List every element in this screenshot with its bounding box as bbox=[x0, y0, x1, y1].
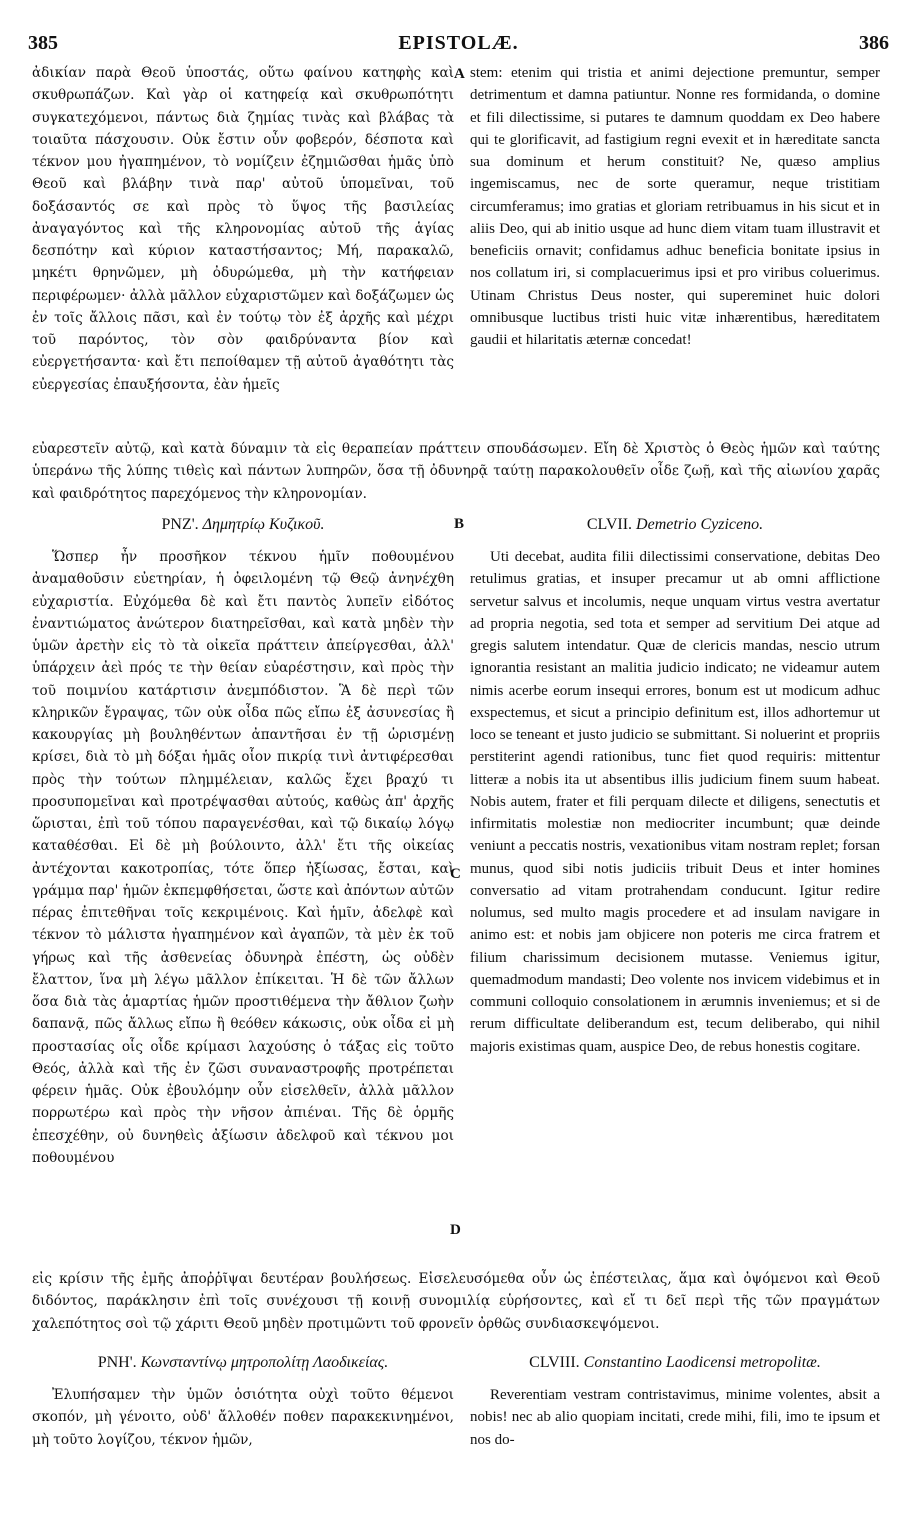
letter-addressee: Δημητρίῳ Κυζικοῦ. bbox=[202, 516, 325, 533]
latin-text: Reverentiam vestram contristavimus, minime volentes, absit a nobis! nec ab alio quopiam incitati, crede mihi, fili, imo te ipsum et nos do- bbox=[470, 1387, 880, 1448]
letter-number: ΡΝΗ'. bbox=[97, 1354, 137, 1371]
greek-text: ἀδικίαν παρὰ Θεοῦ ὑποστάς, οὕτω φαίνου κατηφὴς καὶ σκυθρωπάζων. Καὶ γὰρ οἱ κατηφείᾳ καὶ σκυθρωπότητι συγκατεχόμενοι, πάντως διὰ ζημίας τινὰς καὶ βλάβας τὰ τοιαῦτα πάσχουσιν. Οὐκ ἔστιν οὖν φοβερόν, δέσποτα καὶ τέκνον μου ἠγαπημένον, τὸ νομίζειν ἐζημιῶσθαι ἡμᾶς ὑπὸ Θεοῦ καὶ βλάβην τινὰ παρ' αὐτοῦ ὑπομεῖναι, τοῦ δοξάσαντός σε καὶ πρὸς τὸ ὕψος τῆς βασιλείας ἀναγαγόντος καὶ τῆς κληρονομίας αὐτοῦ τῆς ἁγίας δεσπότην καὶ κύριον καταστήσαντος; Μή, παρακαλῶ, μηκέτι θρηνῶμεν, μὴ ὀδυρώμεθα, μὴ τὴν κατήφειαν περιφέρωμεν· ἀλλὰ μᾶλλον εὐχαριστῶμεν καὶ δοξάζωμεν ὡς ἐν τοῖς ἄλλοις πᾶσι, καὶ ἐν τούτῳ τὸν ἐξ ἀρχῆς καὶ μέχρι τοῦ παρόντος, τὸν σὸν φαιδρύναντα βίον καὶ εὐεργετήσαντα· καὶ ἔτι πεποίθαμεν τῇ αὐτοῦ ἀγαθότητι τὰς εὐεργεσίας ἐπαυξήσοντα, ἐὰν ἡμεῖς bbox=[32, 65, 455, 393]
greek-fullwidth-letter157 bbox=[32, 1268, 880, 1335]
letter-addressee: Κωνσταντίνῳ μητροπολίτῃ Λαοδικείας. bbox=[140, 1354, 389, 1371]
margin-marker-d: D bbox=[450, 1222, 461, 1238]
letter-number: CLVIII. bbox=[529, 1354, 580, 1371]
letter-number: CLVII. bbox=[586, 516, 633, 533]
latin-column-block1 bbox=[470, 62, 880, 351]
margin-marker-a: A bbox=[454, 66, 465, 82]
greek-text: εἰς κρίσιν τῆς ἐμῆς ἀποῤῥῖψαι δευτέραν βουλήσεως. Εἰσελευσόμεθα οὖν ὡς ἐπέστειλας, ἅμα καὶ ὀψόμενοι καὶ Θεοῦ διδόντος, παράκλησιν ἐπὶ τοῖς συνέχουσι τῇ κοινῇ συνομιλίᾳ εὑρήσοντες, καὶ εἴ τι δεῖ περὶ τῆς τῶν πραγμάτων χαλεπότητος σοὶ τῷ χάριτι Θεοῦ μηδὲν προτιμῶντι τοῦ φρονεῖν ὀρθῶς συνδιασκεψόμενοι. bbox=[32, 1271, 880, 1332]
latin-column-letter157 bbox=[470, 546, 880, 1058]
margin-marker-b: B bbox=[454, 516, 465, 532]
greek-fullwidth-block1 bbox=[32, 438, 880, 505]
greek-letter-title-158 bbox=[32, 1354, 454, 1372]
latin-text: stem: etenim qui tristia et animi dejectione premuntur, semper detrimentum et damna patiuntur. Nonne res formidanda, o domine et fili dilectissime, si putares te damnum quoddam ex Deo habere qui te glorificavit, ad fastigium regni evexit et in hæreditate sancta sua dominum et herum constituit? Ne, quæso amplius ingemiscamus, nec de sorte queramur, neque tristitiam circumferamus; imo gratias et gloriam retribuamus in his sicut et in aliis Deo, qui ab initio usque ad hunc diem vitam tuam illustravit et beneficiis ornavit; confidamus adhuc beneficia bonitate ipsius in nos collatum iri, si complacuerimus ipsi et pro viribus coluerimus. Utinam Christus Deus noster, qui supereminet huic dolori omnibusque luctibus tristi huic vitæ inhærentibus, hæreditatem gaudii et hilaritatis æternæ concedat! bbox=[470, 65, 880, 348]
page-header bbox=[28, 32, 889, 62]
latin-text: Uti decebat, audita filii dilectissimi conservatione, debitas Deo retulimus gratias, et insuper precamur ut ab omni afflictione servetur salvus et incolumis, neque unquam virtus vestra avertatur ad propria negotia, sed tota et semper ad servitium Dei atque ad gregis salutem intendatur. Quæ de clericis mandas, nescio utrum ignorantia resistant an malitia judicio indicato; ne videamur autem nimis acerbe eorum insequi errores, bonum est ut modicum adhuc exspectemus, et sicut a principio definitum est, illos adhortemur ut loco se teneant et justo judicio se submittant. Si noluerint et propriis perstiterint agendi rationibus, tunc fiet quod requiris: mittentur litteræ a nobis ita ut absentibus illis judicium finem suum habeat. Nobis autem, frater et fili perquam dilecte et diligens, senectutis et infirmitatis molestiæ non mediocriter incumbunt; quæ deinde veniunt a peccatis nostris, vexationibus vitam nostram replet; forsan munus, quod sibi notis judiciis tribuit Deus et inter homines conversatio ad vitam protrahendam conducunt. Igitur redire nolumus, sed multo magis procedere et ad insulam navigare in animo est: et nobis jam objicere non poteris me circa fratrem et filium charissimum decisionem mutasse. Veniemus igitur, quemadmodum mandasti; Deo volente nos invicem videbimus et in communi colloquio consolationem in ærumnis inveniemus; et si de rerum difficultate deliberandum est, tecum deliberabo, qui nihil majoris existimas quam, auspice Deo, de rebus honestis cogitare. bbox=[470, 549, 880, 1055]
greek-column-block1 bbox=[32, 62, 454, 396]
letter-addressee: Demetrio Cyziceno. bbox=[636, 516, 764, 533]
latin-letter-title-157 bbox=[470, 516, 880, 534]
greek-column-letter158 bbox=[32, 1384, 454, 1451]
left-page-number: 385 bbox=[28, 32, 58, 54]
greek-text: Ἐλυπήσαμεν τὴν ὑμῶν ὁσιότητα οὐχὶ τοῦτο θέμενοι σκοπόν, μὴ γένοιτο, οὐδ' ἄλλοθέν ποθεν παρακεκινημένοι, μὴ τοῦτο λογίζου, τέκνον ἡμῶν, bbox=[32, 1387, 454, 1448]
greek-text: Ὥσπερ ἦν προσῆκον τέκνου ἡμῖν ποθουμένου ἀναμαθοῦσιν εὐετηρίαν, ἡ ὀφειλομένη τῷ Θεῷ ἀνηνέχθη εὐχαριστία. Εὐχόμεθα δὲ καὶ ἔτι παντὸς λυπεῖν εἰδότος ἐναντιώματος ἀνώτερον διατηρεῖσθαι, καὶ κατὰ μηδὲν τὴν ὑμῶν ἀρετὴν εἰς τὸ τὰ οἰκεῖα πράττειν ἀπείργεσθαι, ἀλλ' ὑπάρχειν ἀεὶ πρός τε τὴν θείαν εὐαρέστησιν, καὶ πρὸς τὴν τοῦ ποιμνίου κατάρτισιν ἀνεμπόδιστον. Ἃ δὲ περὶ τῶν κληρικῶν ἔγραψας, τῶν οὐκ οἶδα πῶς εἴπω ἐξ ἀσυνεσίας ἢ κακουργίας μὴ βουληθέντων ἀπαντῆσαι ἐν τῇ ὡρισμένῃ κρίσει, διὰ τὸ μὴ δόξαι ἡμᾶς οἷον πικρίᾳ τινὶ ἀντιφέρεσθαι πρὸς τὴν τούτων πλημμέλειαν, καλῶς ἔχει βραχύ τι προσυπομεῖναι καὶ προτρέψασθαι αὐτούς, καθὼς ἀπ' ἀρχῆς ὥρισται, ἐπὶ τοῦ τόπου παραγενέσθαι, καὶ τῷ δικαίῳ λόγῳ καταθέσθαι. Εἰ δὲ μὴ βούλοιντο, ἀλλ' ἔτι τῆς οἰκείας ἀντέχονται κακοτροπίας, τότε ὅπερ ἠξίωσας, ἔσται, καὶ γράμμα παρ' ἡμῶν ἐκπεμφθήσεται, ὥστε καὶ ἀπόντων αὐτῶν πέρας ἐπιτεθῆναι τοῖς κεκριμένοις. Καὶ ἡμῖν, ἀδελφὲ καὶ τέκνον τὸ μάλιστα ἠγαπημένον καὶ ἀγαπῶν, τὰ μὲν ἐκ τοῦ γήρως καὶ τῆς ἀσθενείας ὀδυνηρὰ ἐπέστη, ὡς οὐδὲν ἔλαττον, ἵνα μὴ λέγω μᾶλλον ἐπίκειται. Ἡ δὲ τῶν ἄλλων ὅσα διὰ τὰς ἁμαρτίας ἡμῶν προστιθέμενα τὴν ἄθλιον ζωὴν δαπανᾷ, πῶς ἄλλως εἴπω ἢ θεόθεν κάκωσις, οὐκ οἶδα εἰ μὴ προστασίας οἷς οἶδε κρίμασι λαχούσης ὁ τάξας εἰς τοῦτο Θεός, ἀλλὰ καὶ τῆς ἐν ζῶσι συναναστροφῆς προτρέπεται φέρειν ἡμᾶς. Οὐκ ἐβουλόμην οὖν εἰσελθεῖν, ἀλλὰ μᾶλλον πορρωτέρω καὶ πρὸς τὴν νῆσον ἀπιέναι. Τῆς δὲ ὁρμῆς ἐπεσχέθην, οὐ δυνηθεὶς ἀξίωσιν ἀδελφοῦ καὶ τέκνου μοι ποθουμένου bbox=[32, 549, 454, 1166]
right-page-number: 386 bbox=[859, 32, 889, 54]
letter-addressee: Constantino Laodicensi metropolitæ. bbox=[583, 1354, 821, 1371]
latin-letter-title-158 bbox=[470, 1354, 880, 1372]
greek-letter-title-157 bbox=[32, 516, 454, 534]
margin-marker-c: C bbox=[450, 866, 461, 882]
letter-number: ΡΝΖ'. bbox=[161, 516, 199, 533]
greek-text: εὐαρεστεῖν αὐτῷ, καὶ κατὰ δύναμιν τὰ εἰς θεραπείαν πράττειν σπουδάσωμεν. Εἴη δὲ Χριστὸς ὁ Θεὸς ἡμῶν καὶ ταύτης ὑπεράνω τῆς λύπης τιθεὶς καὶ πάντων λυπηρῶν, ὅσα τῇ ὀδυνηρᾷ ταύτῃ παρακολουθεῖν οἶδε ζωῇ, καὶ τῆς αἰωνίου χαρᾶς καὶ φαιδρότητος παρεχόμενος τὴν κληρονομίαν. bbox=[32, 441, 880, 502]
latin-column-letter158 bbox=[470, 1384, 880, 1451]
running-title: EPISTOLÆ. bbox=[398, 32, 519, 54]
greek-column-letter157 bbox=[32, 546, 454, 1169]
